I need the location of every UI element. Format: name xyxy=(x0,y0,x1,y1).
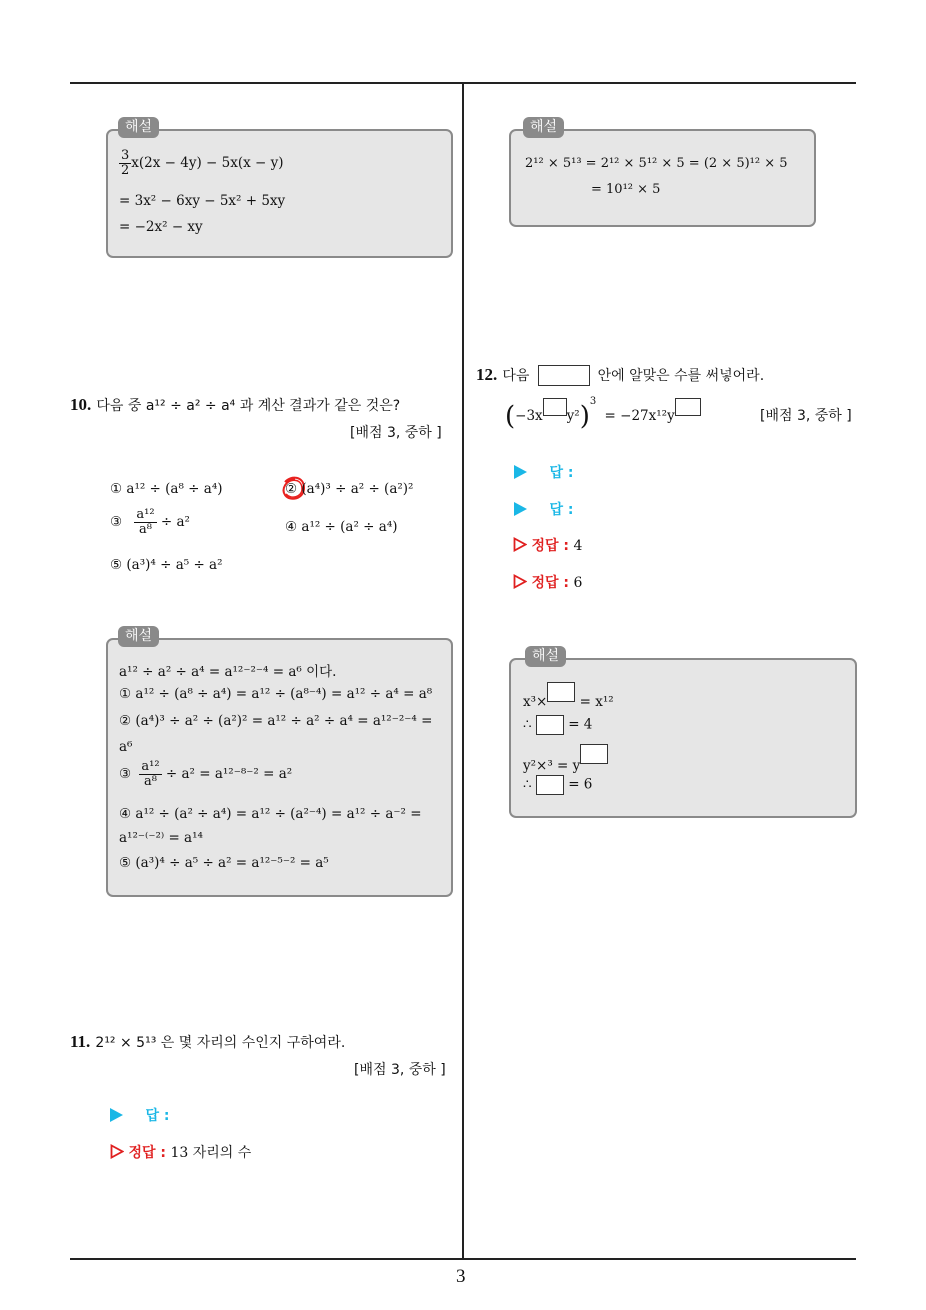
outline-triangle-icon xyxy=(110,1144,124,1159)
blank-box[interactable] xyxy=(675,398,701,416)
explanation-tag: 해설 xyxy=(525,646,566,667)
choice-2[interactable]: ② (a⁴)³ ÷ a² ÷ (a²)² xyxy=(285,481,414,497)
explanation-box-q9 xyxy=(106,129,453,258)
question-10 xyxy=(70,395,400,415)
answer-row[interactable] xyxy=(514,462,573,482)
explanation-line: ④ a¹² ÷ (a² ÷ a⁴) = a¹² ÷ (a²⁻⁴) = a¹² ÷ a⁻² = xyxy=(119,806,422,822)
equation: (−3x y²)$^3$ = −27x¹²y xyxy=(505,396,701,432)
explanation-line: ⑤ (a³)⁴ ÷ a⁵ ÷ a² = a¹²⁻⁵⁻² = a⁵ xyxy=(119,855,329,871)
page-number: 3 xyxy=(456,1266,466,1287)
explanation-tag: 해설 xyxy=(523,117,564,138)
question-text: 2¹² × 5¹³ 은 몇 자리의 수인지 구하여라. xyxy=(95,1035,346,1051)
explanation-line: ② (a⁴)³ ÷ a² ÷ (a²)² = a¹² ÷ a² ÷ a⁴ = a¹²⁻²⁻⁴ = xyxy=(119,713,433,729)
explanation-line: = 10¹² × 5 xyxy=(591,182,661,197)
explanation-box-q11 xyxy=(509,129,816,227)
explanation-box-q12 xyxy=(509,658,857,818)
question-number: 11. xyxy=(70,1032,91,1051)
correct-answer-row xyxy=(110,1142,251,1162)
question-text: 다음 중 a¹² ÷ a² ÷ a⁴ 과 계산 결과가 같은 것은? xyxy=(96,398,401,414)
question-meta: [배점 3, 중하 ] xyxy=(760,408,852,424)
explanation-line: ③ $\frac{\text{a¹²}}{\text{a⁸}}$ ÷ a² = a¹²⁻⁸⁻² = a² xyxy=(119,759,293,789)
explanation-box-q10 xyxy=(106,638,453,897)
question-12 xyxy=(476,365,764,386)
correct-value: 13 자리의 수 xyxy=(170,1145,252,1161)
explanation-line: ∴ = 6 xyxy=(523,775,592,795)
explanation-line: a¹² ÷ a² ÷ a⁴ = a¹²⁻²⁻⁴ = a⁶ 이다. xyxy=(119,664,337,680)
correct-label: 정답 : xyxy=(531,575,569,591)
answer-row[interactable] xyxy=(514,499,573,519)
answer-row[interactable] xyxy=(110,1105,169,1125)
explanation-line: $\frac{3}{2}$ x(2x − 4y) − 5x(x − y) xyxy=(121,148,284,178)
explanation-line: = −2x² − xy xyxy=(119,219,203,235)
column-divider xyxy=(462,83,464,1259)
question-text: 다음 xyxy=(502,368,530,384)
explanation-line: = 3x² − 6xy − 5x² + 5xy xyxy=(119,193,286,209)
outline-triangle-icon xyxy=(513,537,527,552)
explanation-line: x³× = x¹² xyxy=(523,682,614,710)
explanation-line: a⁶ xyxy=(119,739,133,755)
filled-triangle-icon xyxy=(514,465,527,479)
correct-answer-row xyxy=(513,572,582,592)
correct-answer-row xyxy=(513,535,582,555)
correct-label: 정답 : xyxy=(531,538,569,554)
question-meta: [배점 3, 중하 ] xyxy=(354,1062,446,1078)
correct-value: 4 xyxy=(573,538,583,554)
explanation-line: a¹²⁻⁽⁻²⁾ = a¹⁴ xyxy=(119,830,203,846)
outline-triangle-icon xyxy=(513,574,527,589)
explanation-line: ① a¹² ÷ (a⁸ ÷ a⁴) = a¹² ÷ (a⁸⁻⁴) = a¹² ÷ a⁴ = a⁸ xyxy=(119,686,433,702)
choice-4[interactable]: ④ a¹² ÷ (a² ÷ a⁴) xyxy=(285,519,398,535)
choice-1[interactable]: ① a¹² ÷ (a⁸ ÷ a⁴) xyxy=(110,481,223,497)
blank-box[interactable] xyxy=(543,398,567,416)
explanation-line: ∴ = 4 xyxy=(523,715,592,735)
correct-label: 정답 : xyxy=(128,1145,166,1161)
bottom-rule xyxy=(70,1258,856,1260)
answer-label: 답 : xyxy=(549,465,574,481)
question-number: 10. xyxy=(70,395,92,414)
answer-label: 답 : xyxy=(549,502,574,518)
choice-3[interactable]: ③ $\frac{\text{a¹²}}{\text{a⁸}}$ ÷ a² xyxy=(110,507,190,537)
question-number: 12. xyxy=(476,365,498,384)
question-11 xyxy=(70,1032,345,1052)
question-meta: [배점 3, 중하 ] xyxy=(350,425,442,441)
choice-5[interactable]: ⑤ (a³)⁴ ÷ a⁵ ÷ a² xyxy=(110,557,223,573)
answer-label: 답 : xyxy=(145,1108,170,1124)
filled-triangle-icon xyxy=(514,502,527,516)
explanation-tag: 해설 xyxy=(118,117,159,138)
correct-value: 6 xyxy=(573,575,583,591)
question-text: 안에 알맞은 수를 써넣어라. xyxy=(597,368,765,384)
fraction: $\frac{3}{2}$ xyxy=(121,148,130,178)
explanation-tag: 해설 xyxy=(118,626,159,647)
blank-box[interactable] xyxy=(538,365,590,386)
explanation-line: y²×³ = y xyxy=(523,744,608,774)
explanation-line: 2¹² × 5¹³ = 2¹² × 5¹² × 5 = (2 × 5)¹² × 5 xyxy=(525,156,788,171)
filled-triangle-icon xyxy=(110,1108,123,1122)
